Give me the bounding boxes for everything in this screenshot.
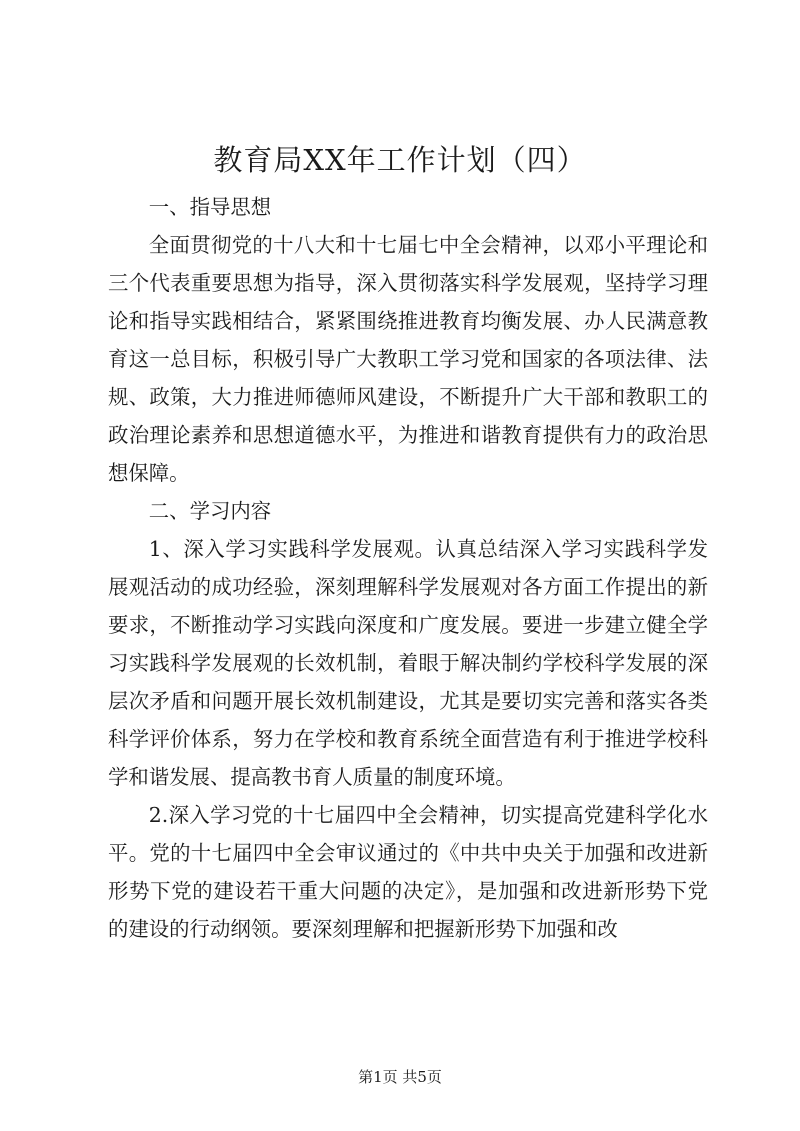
paragraph-guiding-ideology: 全面贯彻党的十八大和十七届七中全会精神，以邓小平理论和三个代表重要思想为指导，深入贯彻落实科学发展观，坚持学习理论和指导实践相结合，紧紧围绕推进教育均衡发展、办人民满意教育这一总目标，积极引导广大教职工学习党和国家的各项法律、法规、政策，大力推进师德师风建设，不断提升广大干部和教职工的政治理论素养和思想道德水平，为推进和谐教育提供有力的政治思想保障。 (108, 233, 708, 485)
paragraph-study-item-1: 1、深入学习实践科学发展观。认真总结深入学习实践科学发展观活动的成功经验，深刻理解科学发展观对各方面工作提出的新要求，不断推动学习实践向深度和广度发展。要进一步建立健全学习实践科学发展观的长效机制，着眼于解决制约学校科学发展的深层次矛盾和问题开展长效机制建设，尤其是要切实完善和落实各类科学评价体系，努力在学校和教育系统全面营造有利于推进学校科学和谐发展、提高教书育人质量的制度环境。 (108, 537, 708, 789)
document-body (108, 188, 708, 948)
paragraph-study-item-2: 2.深入学习党的十七届四中全会精神，切实提高党建科学化水平。党的十七届四中全会审议通过的《中共中央关于加强和改进新形势下党的建设若干重大问题的决定》，是加强和改进新形势下党的建设的行动纲领。要深刻理解和把握新形势下加强和改 (108, 803, 708, 941)
section-heading-study-content: 二、学习内容 (148, 499, 272, 523)
section-heading-guiding-ideology: 一、指导思想 (148, 195, 272, 219)
page-number-footer: 第1页 共5页 (358, 1068, 442, 1086)
document-title: 教育局XX年工作计划（四） (213, 143, 587, 177)
